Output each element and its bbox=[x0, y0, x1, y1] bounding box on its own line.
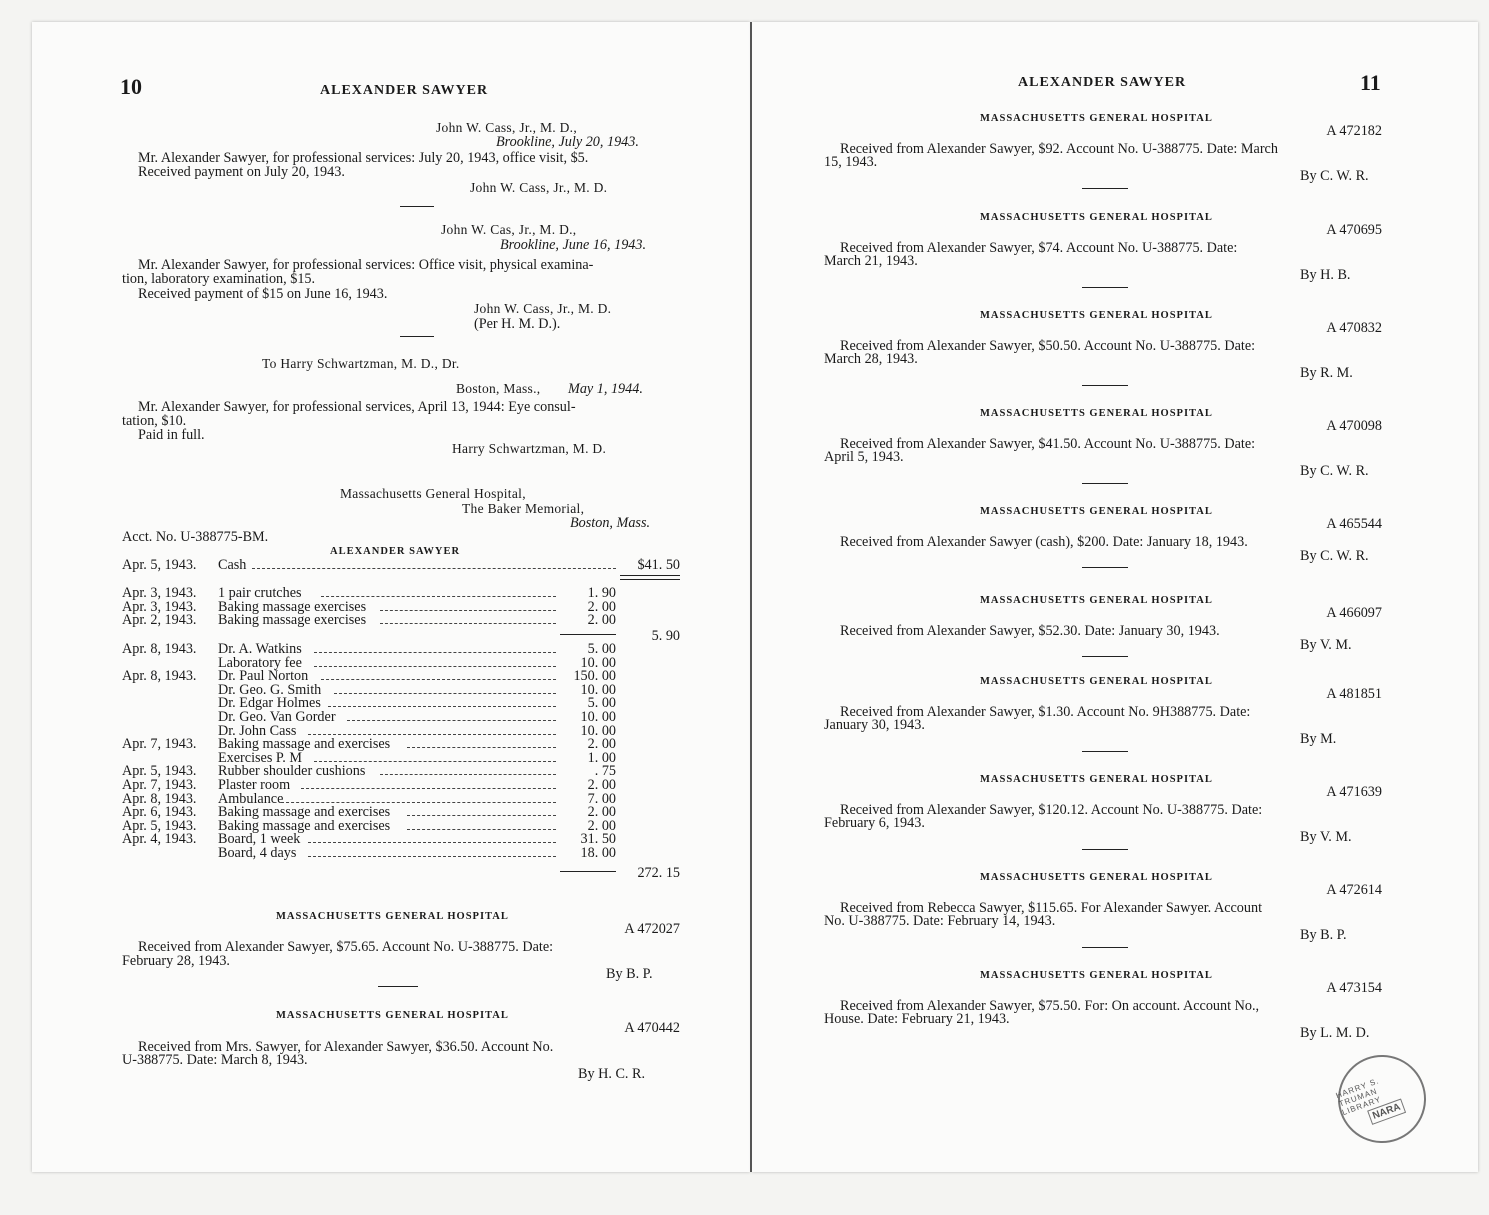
statement-city: Boston, Mass. bbox=[570, 515, 651, 531]
divider bbox=[1082, 483, 1128, 484]
ledger-item: Dr. Geo. G. Smith bbox=[218, 681, 322, 698]
ledger-item: Baking massage exercises bbox=[218, 612, 367, 629]
ledger-date: Apr. 5, 1943. bbox=[122, 763, 197, 780]
ledger-item: Dr. A. Watkins bbox=[218, 641, 302, 657]
receipt-number: A 466097 bbox=[1326, 605, 1382, 621]
bill1-place-date: Brookline, July 20, 1943. bbox=[496, 134, 639, 150]
bill3-to: To Harry Schwartzman, M. D., Dr. bbox=[262, 356, 460, 371]
leader-dots bbox=[308, 842, 556, 843]
ledger-amount: . 75 bbox=[594, 763, 616, 780]
receipt-header: MASSACHUSETTS GENERAL HOSPITAL bbox=[980, 970, 1213, 981]
receipt-number: A 471639 bbox=[1326, 784, 1382, 800]
bill2-service-line2: tion, laboratory examination, $15. bbox=[122, 271, 316, 287]
ledger-item: Dr. Paul Norton bbox=[218, 668, 309, 685]
ledger-amount: 2. 00 bbox=[587, 804, 616, 821]
receipt-number: A 470832 bbox=[1326, 320, 1382, 336]
page-number-left: 10 bbox=[120, 74, 142, 99]
receipt-header: MASSACHUSETTS GENERAL HOSPITAL bbox=[980, 310, 1213, 321]
ledger-item: Baking massage and exercises bbox=[218, 804, 391, 821]
subtotal-rule bbox=[560, 634, 616, 635]
receipt-by: By R. M. bbox=[1300, 365, 1353, 381]
bill3-service-line2: tation, $10. bbox=[122, 413, 187, 429]
running-head-left: ALEXANDER SAWYER bbox=[320, 83, 489, 98]
ledger-item: Dr. Edgar Holmes bbox=[218, 695, 321, 712]
leader-dots bbox=[380, 623, 556, 624]
leader-dots bbox=[347, 720, 556, 721]
ledger-amount: 5. 00 bbox=[587, 695, 616, 712]
receipt-line2: January 30, 1943. bbox=[824, 717, 925, 733]
leader-dots bbox=[281, 802, 556, 803]
bill1-signature: John W. Cass, Jr., M. D. bbox=[470, 180, 608, 195]
ledger-amount: 10. 00 bbox=[580, 709, 616, 725]
receipt-line1: Received from Alexander Sawyer, $74. Account No. U-388775. Date: bbox=[840, 240, 1238, 256]
receipt-line1: Received from Alexander Sawyer, $75.65. Account No. U-388775. Date: bbox=[138, 939, 554, 955]
leader-dots bbox=[314, 652, 556, 653]
receipt-line1: Received from Alexander Sawyer, $75.50. For: On account. Account No., bbox=[840, 998, 1260, 1014]
leader-dots bbox=[407, 815, 556, 816]
receipt-by: By C. W. R. bbox=[1300, 463, 1369, 479]
receipt-line1: Received from Mrs. Sawyer, for Alexander Sawyer, $36.50. Account No. bbox=[138, 1039, 554, 1055]
receipt-header: MASSACHUSETTS GENERAL HOSPITAL bbox=[980, 595, 1213, 606]
divider bbox=[1082, 287, 1128, 288]
receipt-by: By L. M. D. bbox=[1300, 1025, 1370, 1041]
ledger-amount: 18. 00 bbox=[580, 845, 616, 861]
receipt-line1: Received from Alexander Sawyer, $50.50. Account No. U-388775. Date: bbox=[840, 338, 1256, 354]
cash-item: Cash bbox=[218, 557, 247, 573]
receipt-line2: 15, 1943. bbox=[824, 154, 878, 170]
divider bbox=[1082, 751, 1128, 752]
double-rule bbox=[620, 575, 680, 576]
ledger-date: Apr. 5, 1943. bbox=[122, 817, 197, 834]
divider bbox=[400, 336, 434, 337]
receipt-by: By V. M. bbox=[1300, 637, 1352, 653]
receipt-header: MASSACHUSETTS GENERAL HOSPITAL bbox=[980, 872, 1213, 883]
ledger-amount: 2. 00 bbox=[587, 736, 616, 753]
receipt-number: A 465544 bbox=[1326, 516, 1382, 532]
leader-dots bbox=[308, 734, 556, 735]
statement-memorial: The Baker Memorial, bbox=[462, 501, 585, 516]
receipt-header: MASSACHUSETTS GENERAL HOSPITAL bbox=[980, 113, 1213, 124]
subtotal-rule bbox=[560, 871, 616, 872]
divider bbox=[1082, 188, 1128, 189]
divider bbox=[1082, 656, 1128, 657]
receipt-header: MASSACHUSETTS GENERAL HOSPITAL bbox=[276, 911, 509, 922]
receipt-line2: April 5, 1943. bbox=[824, 449, 904, 465]
ledger-amount: 2. 00 bbox=[587, 777, 616, 793]
bill3-place: Boston, Mass., bbox=[456, 381, 541, 396]
leader-dots bbox=[407, 829, 556, 830]
group2-total: 272. 15 bbox=[637, 865, 680, 881]
leader-dots bbox=[407, 747, 556, 748]
divider bbox=[1082, 567, 1128, 568]
ledger-amount: 150. 00 bbox=[573, 668, 616, 685]
receipt-line2: No. U-388775. Date: February 14, 1943. bbox=[824, 913, 1056, 929]
stamp-mark: NARA bbox=[1367, 1098, 1407, 1125]
receipt-header: MASSACHUSETTS GENERAL HOSPITAL bbox=[980, 212, 1213, 223]
ledger-item: Board, 4 days bbox=[218, 845, 297, 861]
ledger-item: Dr. John Cass bbox=[218, 722, 297, 739]
group1-total: 5. 90 bbox=[651, 628, 680, 644]
leader-dots bbox=[321, 679, 556, 680]
ledger-date: Apr. 4, 1943. bbox=[122, 831, 197, 848]
receipt-by: By C. W. R. bbox=[1300, 548, 1369, 564]
statement-patient: ALEXANDER SAWYER bbox=[330, 546, 461, 557]
receipt-line2: March 28, 1943. bbox=[824, 351, 918, 367]
receipt-line1: Received from Alexander Sawyer, $1.30. Account No. 9H388775. Date: bbox=[840, 704, 1251, 720]
bill3-signature: Harry Schwartzman, M. D. bbox=[452, 441, 607, 456]
bill1-service: Mr. Alexander Sawyer, for professional services: July 20, 1943, office visit, $5. bbox=[138, 150, 589, 166]
receipt-number: A 472027 bbox=[624, 921, 680, 937]
receipt-line1: Received from Rebecca Sawyer, $115.65. For Alexander Sawyer. Account bbox=[840, 900, 1263, 916]
receipt-line2: House. Date: February 21, 1943. bbox=[824, 1011, 1010, 1027]
receipt-by: By V. M. bbox=[1300, 829, 1352, 845]
leader-dots bbox=[380, 610, 556, 611]
running-head-right: ALEXANDER SAWYER bbox=[1018, 75, 1187, 90]
divider bbox=[400, 206, 434, 207]
receipt-line1: Received from Alexander Sawyer, $52.30. Date: January 30, 1943. bbox=[840, 623, 1220, 639]
receipt-by: By B. P. bbox=[1300, 927, 1347, 943]
receipt-line2: U-388775. Date: March 8, 1943. bbox=[122, 1052, 308, 1068]
leader-dots bbox=[314, 761, 556, 762]
ledger-date: Apr. 2, 1943. bbox=[122, 612, 197, 629]
receipt-line1: Received from Alexander Sawyer, $92. Account No. U-388775. Date: March bbox=[840, 141, 1278, 157]
ledger-amount: 5. 00 bbox=[587, 641, 616, 657]
receipt-line1: Received from Alexander Sawyer, $41.50. Account No. U-388775. Date: bbox=[840, 436, 1256, 452]
ledger-amount: 1. 90 bbox=[587, 585, 616, 601]
ledger-item: 1 pair crutches bbox=[218, 585, 302, 601]
bill3-payment: Paid in full. bbox=[138, 427, 205, 443]
statement-account: Acct. No. U-388775-BM. bbox=[122, 529, 269, 545]
receipt-by: By M. bbox=[1300, 731, 1337, 747]
ledger-amount: 10. 00 bbox=[580, 681, 616, 698]
ledger-date: Apr. 7, 1943. bbox=[122, 777, 197, 793]
ledger-date: Apr. 3, 1943. bbox=[122, 598, 197, 615]
cash-total: $41. 50 bbox=[637, 557, 680, 573]
ledger-date: Apr. 8, 1943. bbox=[122, 790, 197, 807]
ledger-date: Apr. 8, 1943. bbox=[122, 641, 197, 657]
ledger-date: Apr. 8, 1943. bbox=[122, 668, 197, 685]
ledger-item: Baking massage and exercises bbox=[218, 736, 391, 753]
receipt-by: By C. W. R. bbox=[1300, 168, 1369, 184]
ledger-amount: 10. 00 bbox=[580, 654, 616, 671]
receipt-line1: Received from Alexander Sawyer (cash), $200. Date: January 18, 1943. bbox=[840, 534, 1248, 550]
bill2-payment: Received payment of $15 on June 16, 1943. bbox=[138, 286, 388, 302]
bill2-per: (Per H. M. D.). bbox=[474, 316, 561, 332]
ledger-amount: 2. 00 bbox=[587, 612, 616, 629]
divider bbox=[378, 986, 418, 987]
receipt-line2: March 21, 1943. bbox=[824, 253, 918, 269]
receipt-number: A 470442 bbox=[624, 1020, 680, 1036]
receipt-by: By H. B. bbox=[1300, 267, 1351, 283]
receipt-line1: Received from Alexander Sawyer, $120.12. Account No. U-388775. Date: bbox=[840, 802, 1263, 818]
statement-org: Massachusetts General Hospital, bbox=[340, 486, 526, 501]
book-gutter bbox=[750, 22, 752, 1172]
ledger-item: Board, 1 week bbox=[218, 831, 301, 848]
leader-dots bbox=[328, 706, 556, 707]
bill3-service-line1: Mr. Alexander Sawyer, for professional services, April 13, 1944: Eye consul- bbox=[138, 399, 576, 415]
ledger-amount: 2. 00 bbox=[587, 817, 616, 834]
ledger-amount: 1. 00 bbox=[587, 749, 616, 766]
ledger-item: Baking massage and exercises bbox=[218, 817, 391, 834]
ledger-amount: 10. 00 bbox=[580, 722, 616, 739]
receipt-by: By B. P. bbox=[606, 966, 653, 982]
leader-dots bbox=[321, 596, 556, 597]
ledger-item: Baking massage exercises bbox=[218, 598, 367, 615]
ledger-item: Dr. Geo. Van Gorder bbox=[218, 709, 336, 725]
receipt-number: A 472614 bbox=[1326, 882, 1382, 898]
receipt-header: MASSACHUSETTS GENERAL HOSPITAL bbox=[980, 774, 1213, 785]
bill2-signature: John W. Cass, Jr., M. D. bbox=[474, 301, 612, 316]
receipt-number: A 470695 bbox=[1326, 222, 1382, 238]
ledger-item: Plaster room bbox=[218, 777, 291, 793]
bill2-place-date: Brookline, June 16, 1943. bbox=[500, 237, 647, 253]
leader-dots bbox=[301, 788, 556, 789]
double-rule bbox=[620, 579, 680, 580]
divider bbox=[1082, 385, 1128, 386]
receipt-header: MASSACHUSETTS GENERAL HOSPITAL bbox=[980, 676, 1213, 687]
ledger-item: Laboratory fee bbox=[218, 654, 302, 671]
leader-dots bbox=[252, 568, 616, 569]
ledger-item: Ambulance bbox=[218, 790, 284, 807]
leader-dots bbox=[314, 666, 556, 667]
divider bbox=[1082, 947, 1128, 948]
cash-date: Apr. 5, 1943. bbox=[122, 557, 197, 573]
bill2-service-line1: Mr. Alexander Sawyer, for professional services: Office visit, physical examina- bbox=[138, 257, 594, 273]
receipt-header: MASSACHUSETTS GENERAL HOSPITAL bbox=[980, 506, 1213, 517]
page-number-right: 11 bbox=[1360, 70, 1381, 95]
receipt-number: A 472182 bbox=[1326, 123, 1382, 139]
leader-dots bbox=[334, 693, 556, 694]
divider bbox=[1082, 849, 1128, 850]
receipt-number: A 470098 bbox=[1326, 418, 1382, 434]
leader-dots bbox=[308, 856, 556, 857]
ledger-amount: 31. 50 bbox=[580, 831, 616, 848]
receipt-header: MASSACHUSETTS GENERAL HOSPITAL bbox=[276, 1010, 509, 1021]
ledger-item: Exercises P. M bbox=[218, 749, 302, 766]
receipt-number: A 473154 bbox=[1326, 980, 1382, 996]
receipt-by: By H. C. R. bbox=[578, 1066, 646, 1082]
receipt-header: MASSACHUSETTS GENERAL HOSPITAL bbox=[980, 408, 1213, 419]
ledger-date: Apr. 6, 1943. bbox=[122, 804, 197, 821]
bill1-doctor: John W. Cass, Jr., M. D., bbox=[436, 120, 578, 135]
receipt-line2: February 28, 1943. bbox=[122, 953, 230, 969]
ledger-date: Apr. 7, 1943. bbox=[122, 736, 197, 753]
receipt-line2: February 6, 1943. bbox=[824, 815, 925, 831]
ledger-date: Apr. 3, 1943. bbox=[122, 585, 197, 601]
bill1-payment: Received payment on July 20, 1943. bbox=[138, 164, 345, 180]
stamp-ring-text: HARRY S. TRUMAN LIBRARY bbox=[1334, 1076, 1383, 1118]
receipt-number: A 481851 bbox=[1326, 686, 1382, 702]
bill3-date: May 1, 1944. bbox=[568, 381, 643, 397]
bill2-doctor: John W. Cas, Jr., M. D., bbox=[441, 222, 577, 237]
ledger-amount: 2. 00 bbox=[587, 598, 616, 615]
ledger-amount: 7. 00 bbox=[587, 790, 616, 807]
leader-dots bbox=[380, 774, 556, 775]
ledger-item: Rubber shoulder cushions bbox=[218, 763, 366, 780]
